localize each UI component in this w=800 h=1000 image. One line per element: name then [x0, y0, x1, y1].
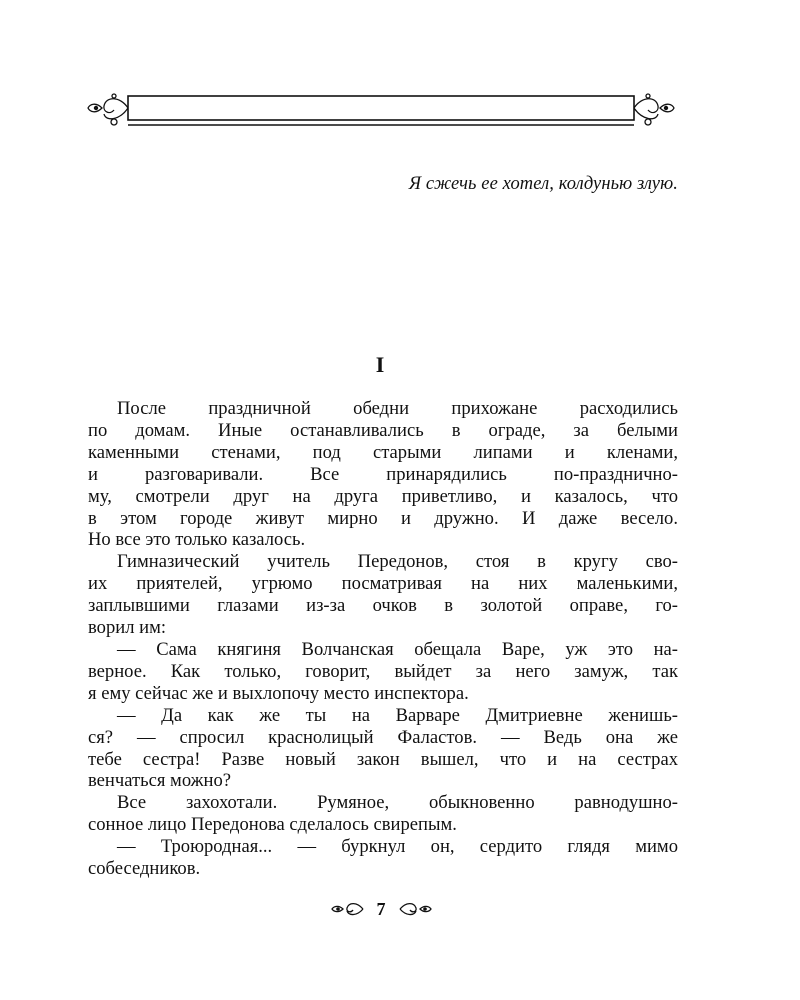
text-line: Но все это только казалось.: [88, 529, 306, 551]
epigraph: Я сжечь ее хотел, колдунью злую.: [408, 174, 678, 194]
text-line: тебе сестра! Разве новый закон вышел, что и на сестрах: [88, 748, 678, 770]
page-footer: [320, 894, 442, 924]
text-line: и разговаривали. Все принарядились по-празднично-: [88, 463, 678, 485]
header-frame-ornament: [84, 92, 678, 134]
text-line: в этом городе живут мирно и дружно. И даже весело.: [88, 507, 678, 529]
text-line: му, смотрели друг на друга приветливо, и казалось, что: [88, 485, 678, 507]
text-line: собеседников.: [88, 858, 201, 880]
text-line: Гимназический учитель Передонов, стоя в кругу сво-: [117, 551, 678, 573]
text-line: заплывшими глазами из-за очков в золотой оправе, го-: [88, 595, 678, 617]
text-line: Все захохотали. Румяное, обыкновенно равнодушно-: [117, 792, 678, 814]
text-line: их приятелей, угрюмо посматривая на них маленькими,: [88, 573, 678, 595]
chapter-text: [88, 398, 678, 880]
text-line: — Сама княгиня Волчанская обещала Варе, уж это на-: [117, 638, 678, 660]
text-line: каменными стенами, под старыми липами и кленами,: [88, 441, 678, 463]
text-line: — Троюродная... — буркнул он, сердито глядя мимо: [117, 836, 678, 858]
text-line: ся? — спросил краснолицый Фаластов. — Ведь она же: [88, 726, 678, 748]
fleuron-right-icon: [398, 900, 434, 918]
paragraph: [88, 836, 678, 880]
fleuron-left-icon: [329, 900, 365, 918]
text-line: сонное лицо Передонова сделалось свирепым.: [88, 814, 457, 836]
chapter-number: I: [375, 352, 385, 377]
text-line: После праздничной обедни прихожане расходились: [117, 398, 678, 419]
paragraph: [88, 639, 678, 705]
page-number: 7: [376, 898, 386, 919]
text-line: я ему сейчас же и выхлопочу место инспектора.: [88, 682, 469, 704]
paragraph: [88, 551, 678, 639]
paragraph: [88, 398, 678, 551]
paragraph: [88, 792, 678, 836]
paragraph: [88, 705, 678, 793]
text-line: — Да как же ты на Варваре Дмитриевне женишь-: [117, 704, 678, 726]
text-line: по домам. Иные останавливались в ограде, за белыми: [88, 419, 678, 441]
text-line: венчаться можно?: [88, 770, 232, 792]
text-line: верное. Как только, говорит, выйдет за него замуж, так: [88, 660, 678, 682]
text-line: ворил им:: [88, 617, 167, 639]
